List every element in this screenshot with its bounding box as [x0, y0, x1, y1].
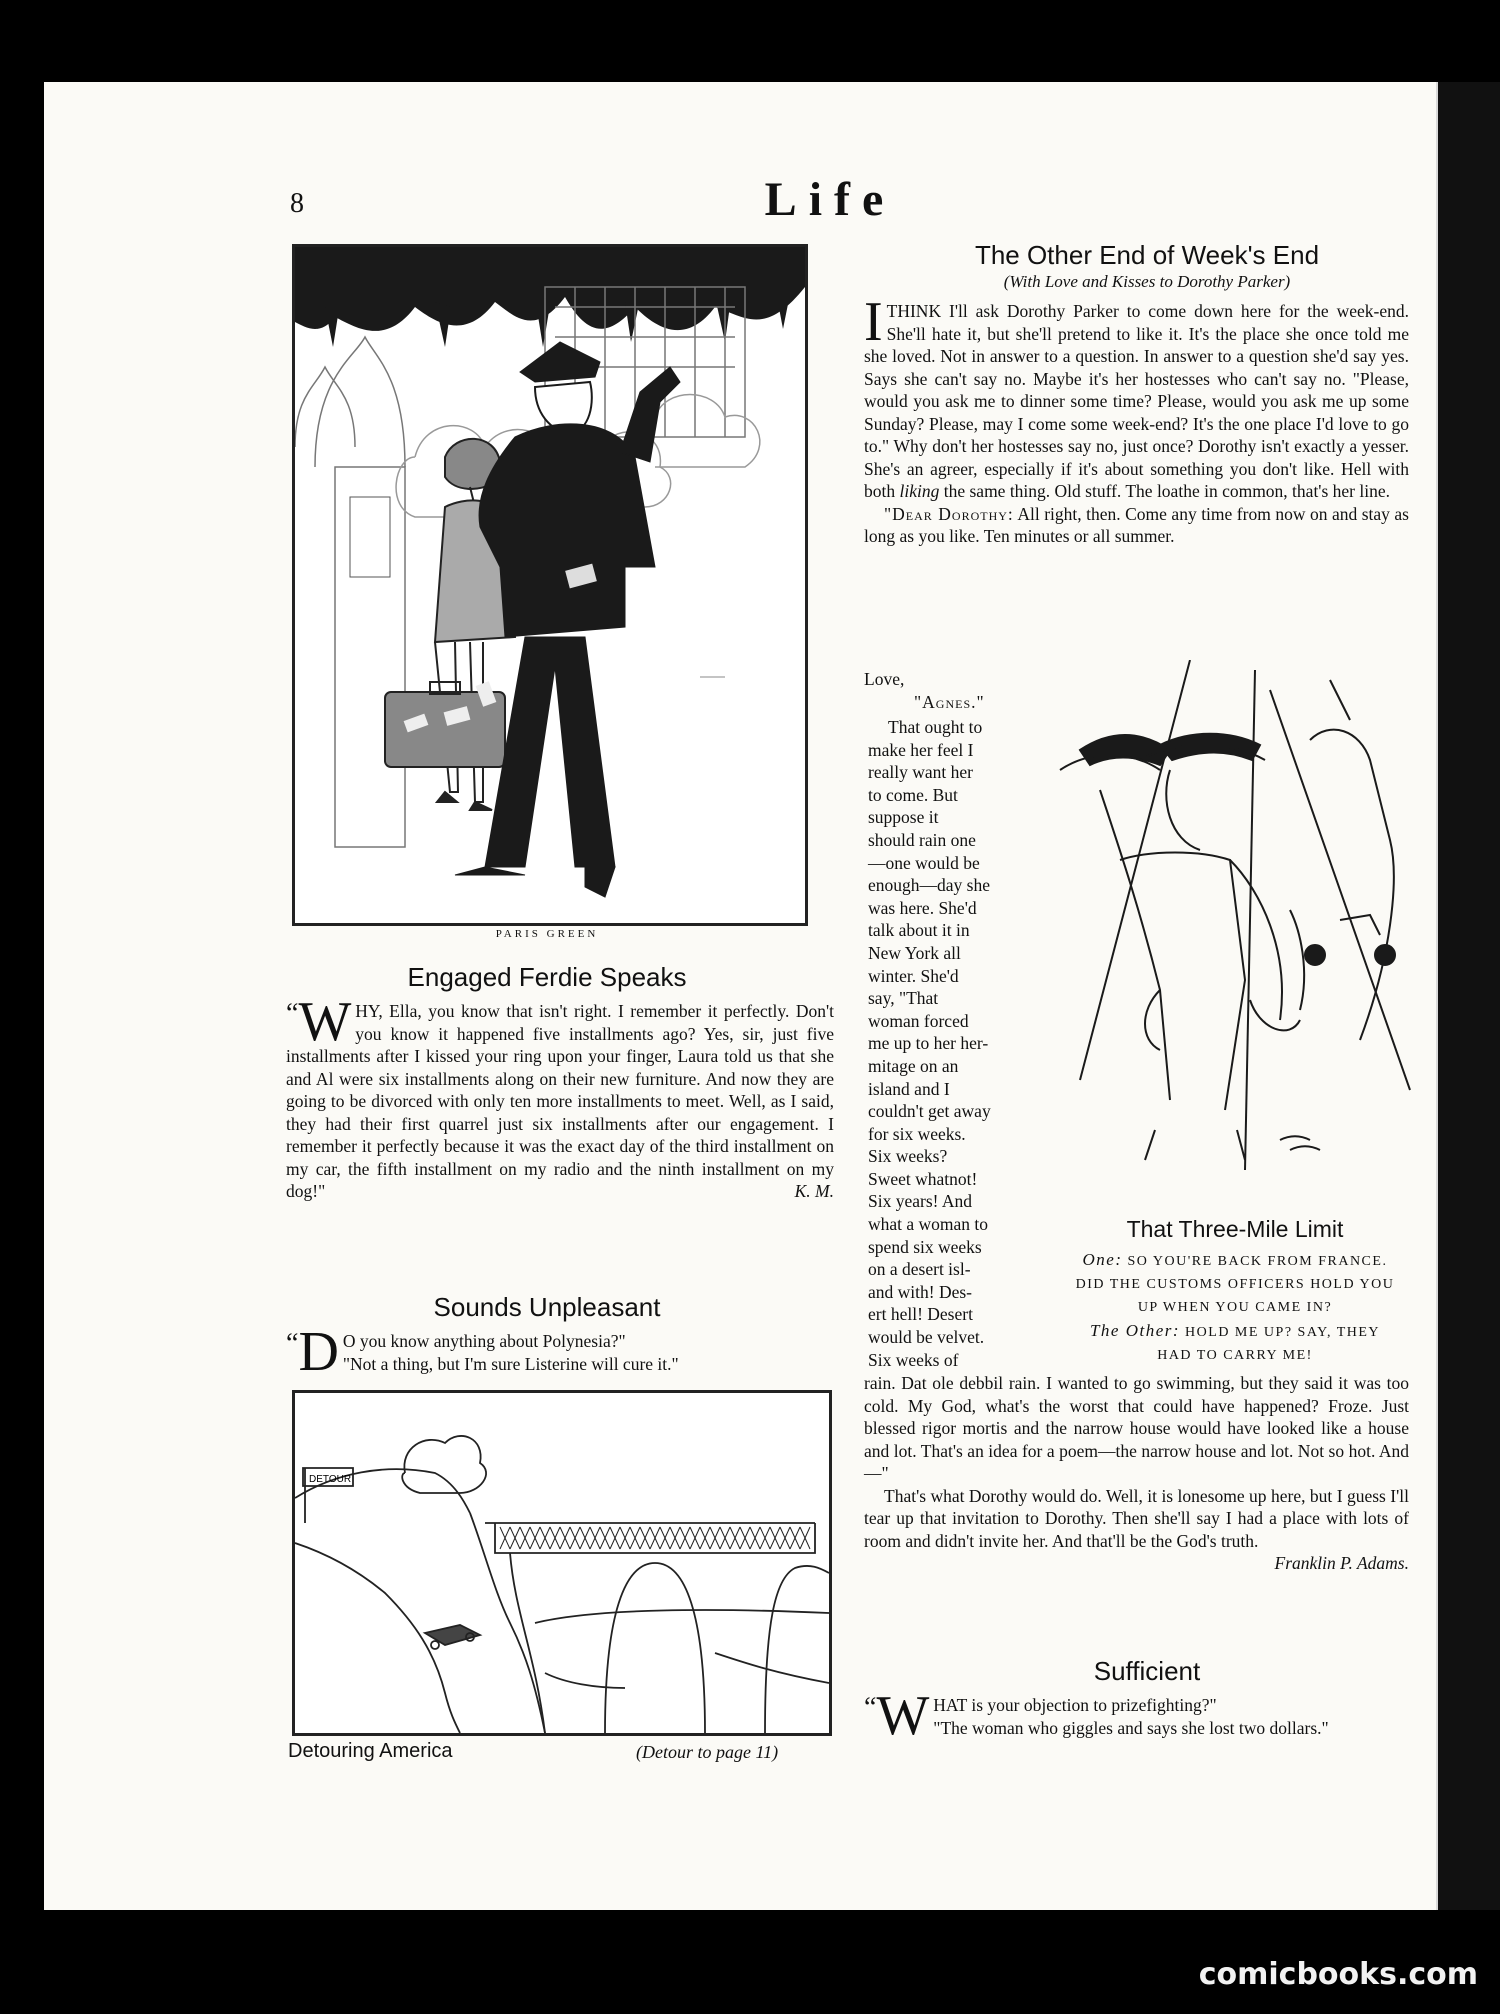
dialogue-text: HOLD ME UP? SAY, THEY	[1185, 1325, 1381, 1340]
narrow-line: woman forced	[868, 1010, 969, 1031]
narrow-line: and with! Des-	[868, 1281, 973, 1302]
narrow-line: New York all	[868, 942, 961, 963]
narrow-line: should rain one	[868, 829, 976, 850]
letter-body: All right, then. Come any time from now on and stay as long as you like. Ten minutes or all summer.	[864, 503, 1409, 546]
page-number: 8	[290, 188, 304, 219]
illustration-caption: Detouring America	[288, 1740, 453, 1762]
line: HAT is your objection to prizefighting?"	[933, 1695, 1217, 1715]
dialogue-text: SO YOU'RE BACK FROM FRANCE.	[1127, 1254, 1388, 1269]
narrow-line: Sweet whatnot!	[868, 1168, 978, 1189]
letter-salutation: "Dear Dorothy:	[884, 503, 1014, 524]
narrow-line: Six weeks?	[868, 1146, 948, 1167]
narrow-line: spend six weeks	[868, 1236, 982, 1257]
dialogue-line	[1040, 1248, 1430, 1273]
article-body-other-end-bottom	[864, 1372, 1409, 1575]
article-body-sounds-unpleasant	[286, 1321, 834, 1383]
narrow-line: for six weeks.	[868, 1123, 966, 1144]
dialogue-line	[1040, 1319, 1430, 1344]
narrow-line: on a desert isl-	[868, 1259, 971, 1280]
line: O you know anything about Polynesia?"	[342, 1331, 626, 1351]
dialogue-text: DID THE CUSTOMS OFFICERS HOLD YOU	[1075, 1277, 1395, 1292]
dialogue-text: UP WHEN YOU CAME IN?	[1137, 1300, 1333, 1315]
narrow-line: really want her	[868, 762, 973, 783]
article-body-other-end-top	[864, 291, 1409, 548]
paragraph: rain. Dat ole debbil rain. I wanted to go swimming, but they said it was too cold. My God, what's the worst that could have happened? Froze. Just blessed rigor mortis and the narrow house would have looked like a house and lot. That's an idea for a poem—the narrow house and lot. Not so hot. And—"	[864, 1373, 1409, 1483]
watermark: comicbooks.com	[1198, 1957, 1478, 1992]
dialogue-block	[1040, 1248, 1430, 1367]
paragraph: the same thing. Old stuff. The loathe in common, that's her line.	[943, 481, 1390, 501]
narrow-line: to come. But	[868, 784, 958, 805]
narrow-line: couldn't get away	[868, 1101, 991, 1122]
speaker-label: One:	[1082, 1250, 1123, 1269]
paragraph: That's what Dorothy would do. Well, it is lonesome up here, but I guess I'll tear up that invitation to Dorothy. Then she'll say I had a place with lots of room and didn't invite her. And that'll be the God's truth.	[864, 1485, 1409, 1551]
letter-closing	[864, 668, 1024, 713]
narrow-line: say, "That	[868, 988, 939, 1009]
narrow-line: me up to her her-	[868, 1033, 989, 1054]
narrow-line: ert hell! Desert	[868, 1304, 973, 1325]
detour-sign-text: DETOUR	[309, 1474, 352, 1485]
narrow-line: suppose it	[868, 807, 939, 828]
article-body-engaged-ferdie	[286, 991, 834, 1203]
open-quote: “	[864, 1692, 877, 1723]
line: "The woman who giggles and says she lost two dollars."	[933, 1717, 1329, 1738]
italic-word: liking	[899, 481, 940, 501]
open-quote: “	[286, 998, 299, 1029]
article-title-engaged-ferdie: Engaged Ferdie Speaks	[407, 962, 687, 992]
paragraph-final	[864, 1485, 1409, 1573]
paris-green-illustration	[292, 244, 808, 926]
signature: K. M.	[794, 1181, 834, 1201]
paragraph: HY, Ella, you know that isn't right. I remember it perfectly. Don't you know it happened five installments ago? Yes, sir, just five installments after I kissed your ring upon your finger, Laura told us that she and Al were six installments along on their new furniture. And now they are going to be divorced with only ten more installments to meet. Well, as I said, they had their first quarrel just six installments after our engagement. I remember it perfectly because it was the exact day of the third installment on my car, the fifth installment on my radio and the ninth installment on my dog!"	[286, 1001, 834, 1201]
narrow-line: That ought to	[888, 717, 983, 737]
speaker-label: The Other:	[1089, 1321, 1181, 1340]
letter-love: Love,	[864, 669, 905, 689]
paragraph: THINK I'll ask Dorothy Parker to come down here for the week-end. She'll hate it, but she'll pretend to like it. It's the place she once told me she loved. Not in answer to a question. In answer to a question she'd say yes. Says she can't say no. Maybe it's her hostesses who can't say no. "Please, would you ask me to dinner some time? Please, would you ask me up some Sunday? Please, may I come some week-end? It's the one place I'd love to go to." Why don't her hostesses say no, just once? Dorothy isn't exactly a yesser. She's an agreer, especially if it's about something you don't like. Hell with both	[864, 301, 1409, 501]
dropcap: W	[876, 1685, 930, 1747]
narrow-line: —one would be	[868, 852, 980, 873]
narrow-line: island and I	[868, 1078, 950, 1099]
narrow-line: enough—day she	[868, 875, 990, 896]
narrow-line: talk about it in	[868, 920, 970, 941]
narrow-line: what a woman to	[868, 1214, 989, 1235]
dropcap: I	[864, 291, 883, 353]
letter-signature: "Agnes."	[914, 691, 985, 712]
narrow-line: Six years! And	[868, 1191, 973, 1212]
dialogue-text: HAD TO CARRY ME!	[1157, 1348, 1313, 1363]
narrow-line: winter. She'd	[868, 965, 959, 986]
dropcap: W	[298, 991, 352, 1053]
narrow-line: was here. She'd	[868, 897, 977, 918]
narrow-line: mitage on an	[868, 1055, 959, 1076]
article-subtitle: (With Love and Kisses to Dorothy Parker)	[1003, 272, 1291, 291]
signature: Franklin P. Adams.	[1274, 1553, 1409, 1573]
article-title-three-mile: That Three-Mile Limit	[1126, 1216, 1344, 1242]
narrow-line: would be velvet.	[868, 1327, 985, 1348]
detour-illustration	[292, 1390, 832, 1736]
three-mile-limit-illustration	[1040, 660, 1430, 1190]
narrow-line: make her feel I	[868, 739, 974, 760]
page-edge	[1432, 82, 1500, 1910]
dropcap: D	[298, 1321, 339, 1383]
illustration-caption: PARIS GREEN	[495, 928, 599, 940]
open-quote: “	[286, 1328, 299, 1359]
continued-notice: (Detour to page 11)	[636, 1742, 779, 1762]
narrow-column	[868, 716, 1028, 1371]
article-title-other-end: The Other End of Week's End	[974, 240, 1320, 270]
line: "Not a thing, but I'm sure Listerine will cure it."	[342, 1353, 679, 1374]
narrow-line: Six weeks of	[868, 1349, 959, 1370]
letter-paragraph	[864, 503, 1409, 548]
article-body-sufficient	[864, 1685, 1409, 1747]
article-title-sufficient: Sufficient	[1093, 1656, 1201, 1686]
article-title-sounds-unpleasant: Sounds Unpleasant	[433, 1292, 661, 1322]
masthead-title: Life	[764, 173, 896, 226]
